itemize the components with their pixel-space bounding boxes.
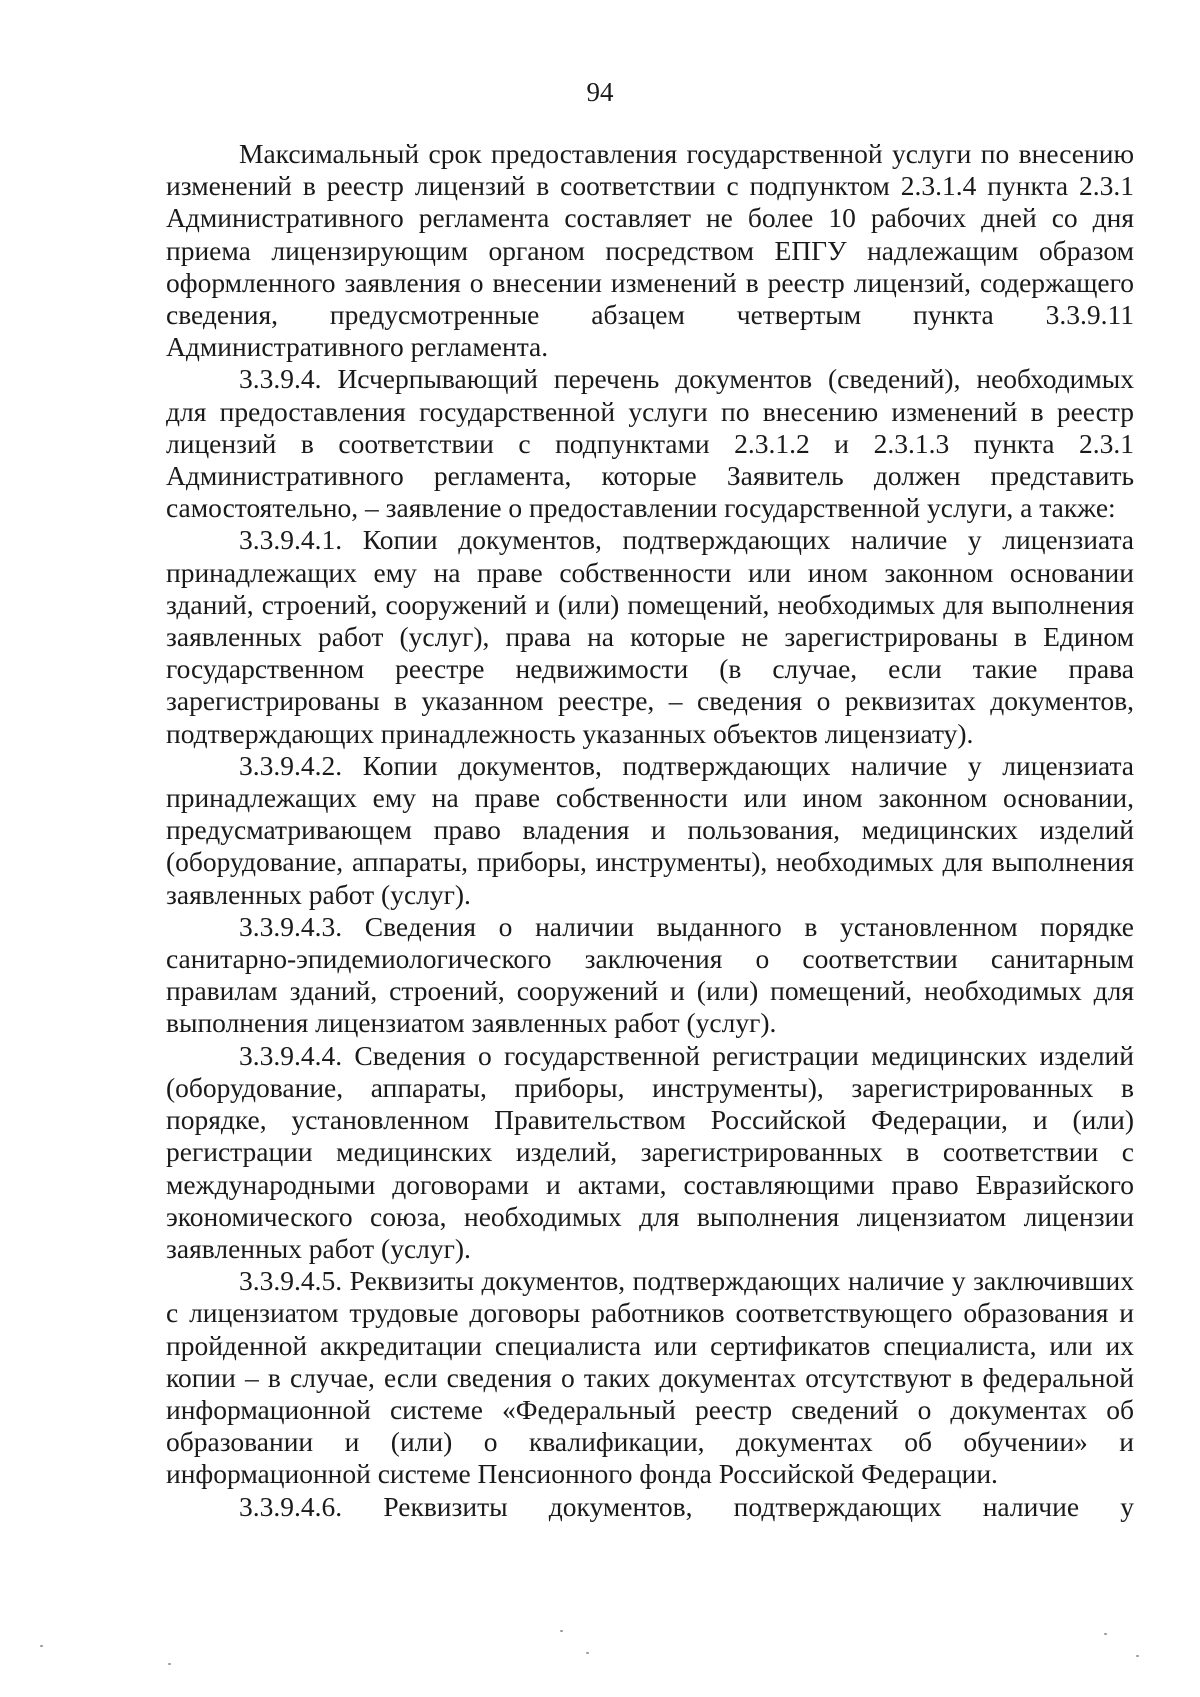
document-body [166,138,1134,1523]
scan-speck [560,1630,563,1632]
paragraph-3-3-9-4: 3.3.9.4. Исчерпывающий перечень документов (сведений), необходимых для предоставления государственной услуги по внесению изменений в реестр лицензий в соответствии с подпунктами 2.3.1.2 и 2.3.1.3 пункта 2.3.1 Административного регламента, которые Заявитель должен представить самостоятельно, – заявление о предоставлении государственной услуги, а также: [166,363,1134,524]
scan-speck [1104,1633,1107,1635]
paragraph-3-3-9-4-2: 3.3.9.4.2. Копии документов, подтверждающих наличие у лицензиата принадлежащих ему на праве собственности или ином законном основании, предусматривающем право владения и пользования, медицинских изделий (оборудование, аппараты, приборы, инструменты), необходимых для выполнения заявленных работ (услуг). [166,749,1134,910]
scan-speck [586,1652,589,1654]
paragraph-max-term: Максимальный срок предоставления государственной услуги по внесению изменений в реестр лицензий в соответствии с подпунктом 2.3.1.4 пункта 2.3.1 Административного регламента составляет не более 10 рабочих дней со дня приема лицензирующим органом посредством ЕПГУ надлежащим образом оформленного заявления о внесении изменений в реестр лицензий, содержащего сведения, предусмотренные абзацем четвертым пункта 3.3.9.11 Административного регламента. [166,138,1134,363]
scan-speck [1136,1655,1139,1657]
paragraph-3-3-9-4-3: 3.3.9.4.3. Сведения о наличии выданного в установленном порядке санитарно-эпидемиологического заключения о соответствии санитарным правилам зданий, строений, сооружений и (или) помещений, необходимых для выполнения лицензиатом заявленных работ (услуг). [166,910,1134,1039]
paragraph-3-3-9-4-5: 3.3.9.4.5. Реквизиты документов, подтверждающих наличие у заключивших с лицензиатом трудовые договоры работников соответствующего образования и пройденной аккредитации специалиста или сертификатов специалиста, или их копии – в случае, если сведения о таких документах отсутствуют в федеральной информационной системе «Федеральный реестр сведений о документах об образовании и (или) о квалификации, документах об обучении» и информационной системе Пенсионного фонда Российской Федерации. [166,1265,1134,1490]
paragraph-3-3-9-4-1: 3.3.9.4.1. Копии документов, подтверждающих наличие у лицензиата принадлежащих ему на праве собственности или ином законном основании зданий, строений, сооружений и (или) помещений, необходимых для выполнения заявленных работ (услуг), права на которые не зарегистрированы в Едином государственном реестре недвижимости (в случае, если такие права зарегистрированы в указанном реестре, – сведения о реквизитах документов, подтверждающих принадлежность указанных объектов лицензиату). [166,524,1134,749]
scan-speck [40,1645,43,1647]
paragraph-3-3-9-4-4: 3.3.9.4.4. Сведения о государственной регистрации медицинских изделий (оборудование, аппараты, приборы, инструменты), зарегистрированных в порядке, установленном Правительством Российской Федерации, и (или) регистрации медицинских изделий, зарегистрированных в соответствии с международными договорами и актами, составляющими право Евразийского экономического союза, необходимых для выполнения лицензиатом лицензии заявленных работ (услуг). [166,1039,1134,1264]
paragraph-3-3-9-4-6: 3.3.9.4.6. Реквизиты документов, подтверждающих наличие у [239,1490,1134,1522]
page-number: 94 [586,77,614,107]
scan-speck [168,1663,171,1665]
